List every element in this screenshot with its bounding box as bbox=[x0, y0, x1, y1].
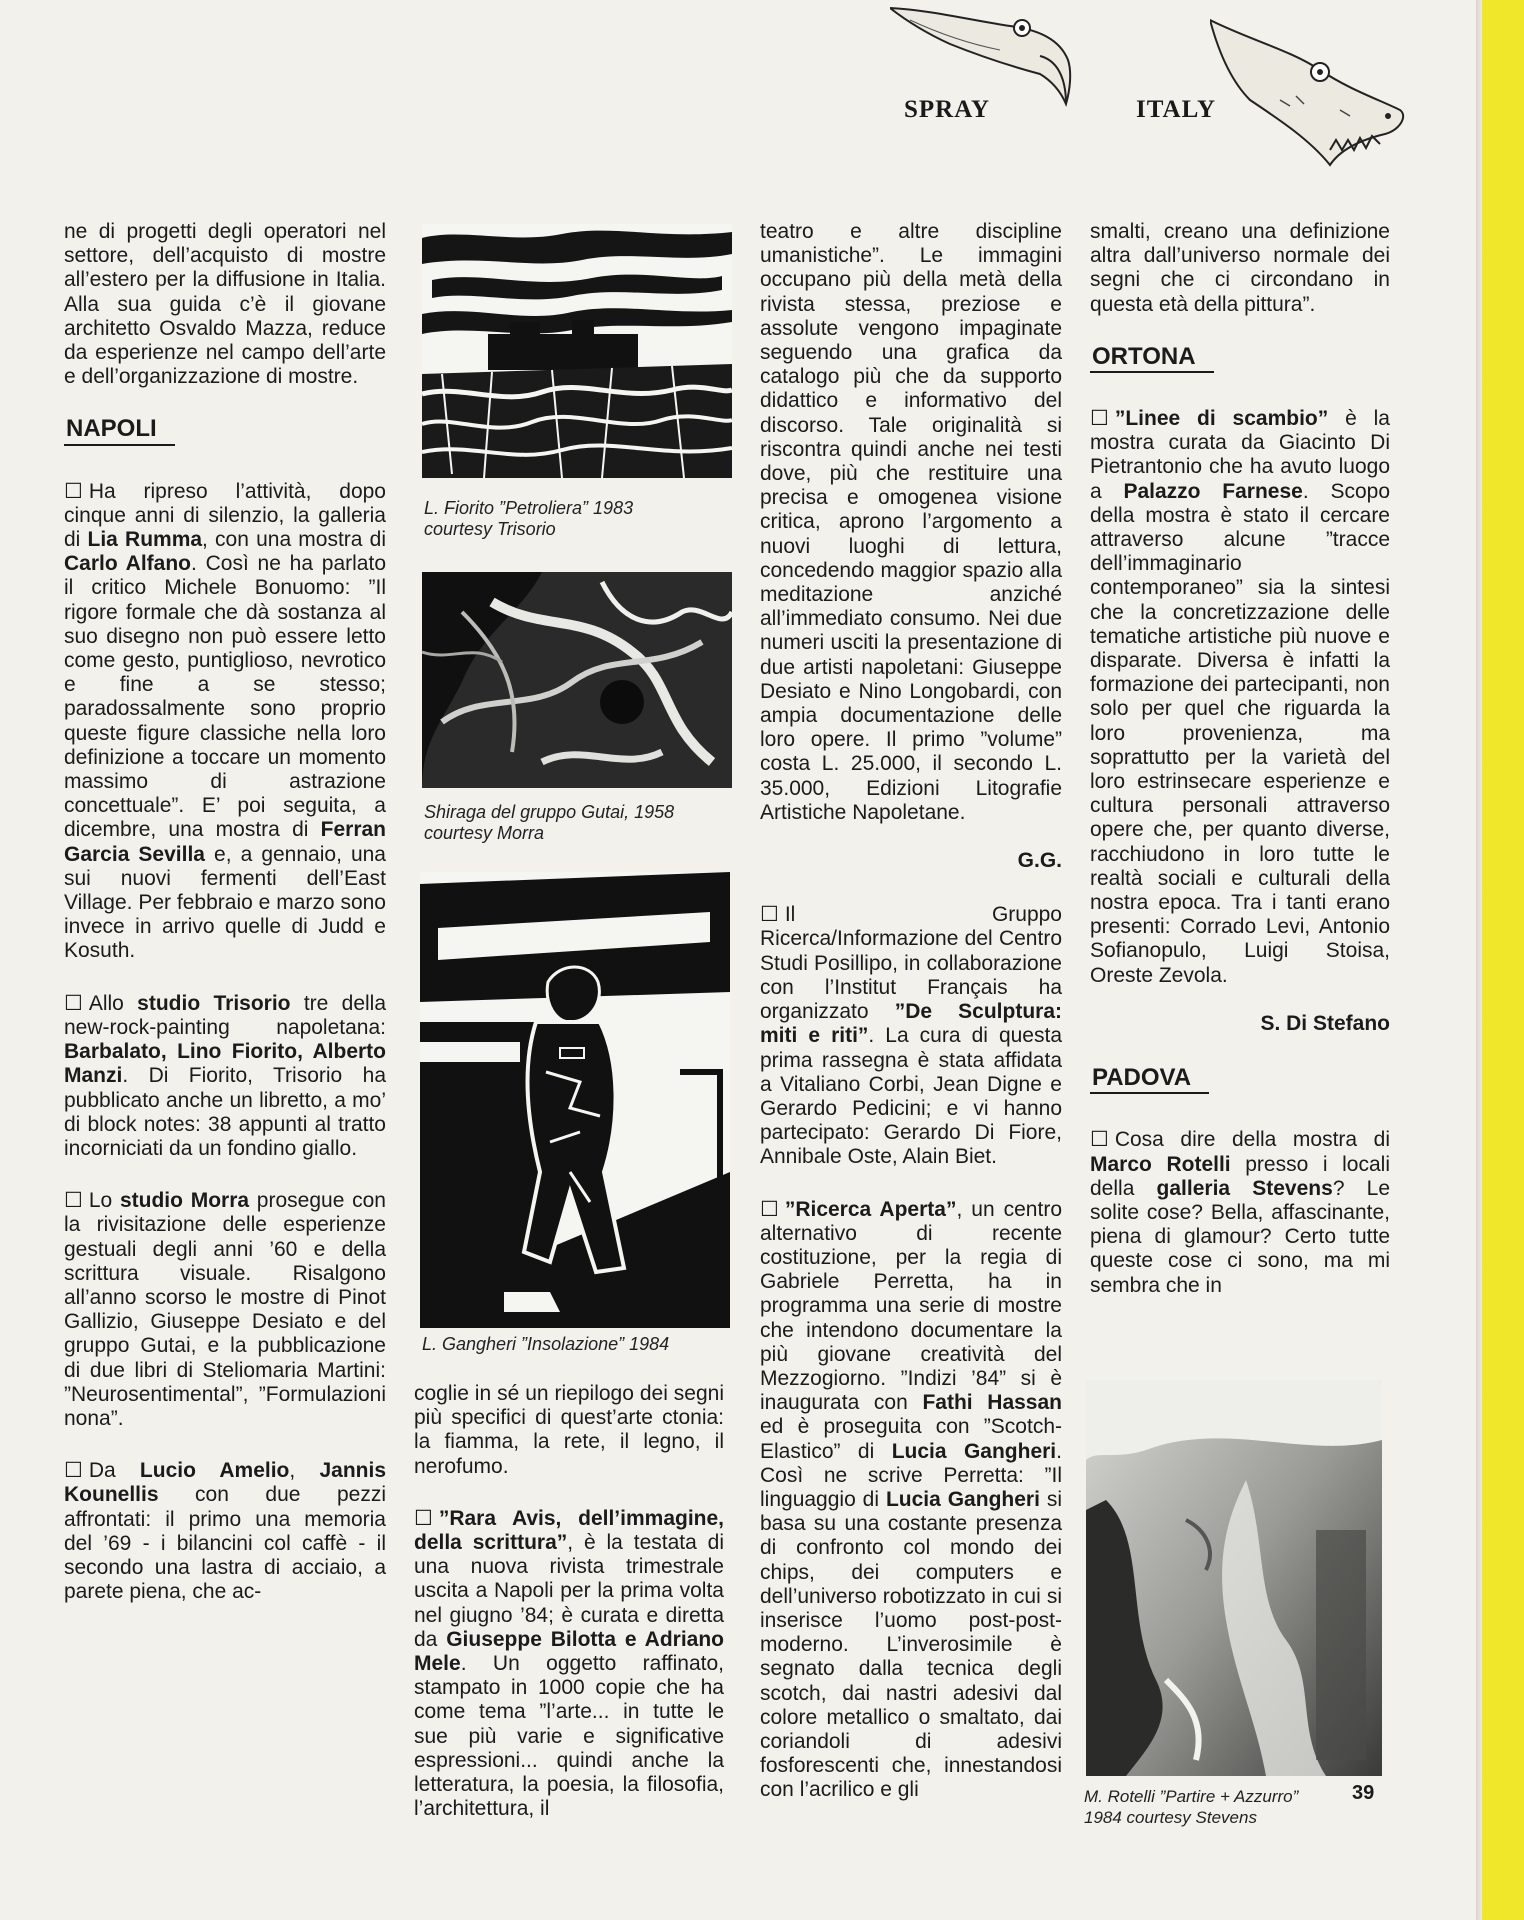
checkbox-bullet-icon: ☐ bbox=[64, 1189, 83, 1213]
text-column-3 bbox=[760, 220, 1062, 1831]
emphasis: Ferran Garcia Sevilla bbox=[64, 818, 386, 866]
emphasis: ”Ricerca Aperta” bbox=[784, 1197, 957, 1221]
paragraph-text: teatro e altre discipline umanistiche”. Le immagini occupano più della metà della rivista stessa, preziose e assolute vengono impaginate seguendo una grafica da catalogo più che da supporto didattico e informativo del discorso. Tale originalità si riscontra quindi anche nei testi dove, più che restituire una precisa e omogenea visione critica, aprono l’argomento a nuovi luoghi di lettura, concedendo maggior spazio alla meditazione anziché all’immediato consumo. Nei due numeri usciti la presentazione di due artisti napoletani: Giuseppe Desiato e Nino Longobardi, con ampia documentazione delle loro opere. Il primo ”volume” costa L. 25.000, il secondo L. 35.000, Edizioni Litografie Artistiche Napoletane. bbox=[760, 220, 1062, 824]
section-heading: NAPOLI bbox=[64, 417, 175, 445]
emphasis: Fathi Hassan bbox=[922, 1391, 1062, 1415]
caption-insolazione bbox=[422, 1334, 732, 1355]
article-paragraph bbox=[64, 480, 386, 964]
caption-line: courtesy Trisorio bbox=[424, 519, 556, 539]
image-petroliera bbox=[422, 224, 732, 478]
checkbox-bullet-icon: ☐ bbox=[760, 903, 779, 927]
paragraph-text: ”Linee di scambio” è la mostra curata da Giacinto Di Pietrantonio che ha avuto luogo a Palazzo Farnese. Scopo della mostra è stato il cercare attraverso alcune ”tracce dell’immaginario contemporaneo” sia la sintesi che la concretizzazione delle tematiche artistiche più nuove e disparate. Diversa è infatti la formazione dei partecipanti, non solo per quel che riguarda la loro provenienza, ma soprattutto per la varietà del loro estrinsecare esperienze e cultura personali attraverso opere che, per quanto diverse, racchiudono in loro tutte le realtà sociali e culturali della nostra epoca. Tra i tanti erano presenti: Corrado Levi, Antonio Sofianopulo, Luigi Stoisa, Oreste Zevola. bbox=[1090, 407, 1390, 987]
paragraph-text: smalti, creano una definizione altra dall’universo normale dei segni che ci circondano in questa età della pittura”. bbox=[1090, 220, 1390, 316]
emphasis: ”Linee di scambio” bbox=[1114, 407, 1329, 431]
article-paragraph bbox=[64, 1189, 386, 1431]
yellow-cover-edge bbox=[1482, 0, 1524, 1920]
caption-shiraga bbox=[424, 802, 724, 844]
paragraph-text: Il Gruppo Ricerca/Informazione del Centro Studi Posillipo, in collaborazione con l’Institut Français ha organizzato ”De Sculptura: miti e riti”. La cura di questa prima rassegna è stata affidata a Vitaliano Corbi, Jean Digne e Gerardo Pedicini; e vi hanno partecipato: Gerardo Di Fiore, Annibale Oste, Alain Biet. bbox=[760, 903, 1062, 1169]
caption-petroliera bbox=[424, 498, 724, 540]
emphasis: Lucio Amelio bbox=[139, 1459, 290, 1483]
paragraph-text: Allo studio Trisorio tre della new-rock-painting napoletana: Barbalato, Lino Fiorito, Alberto Manzi. Di Fiorito, Trisorio ha pubblicato anche un libretto, a mo’ di block notes: 38 appunti al tratto incorniciati da un fondino giallo. bbox=[64, 991, 387, 1160]
caption-line: 1984 courtesy Stevens bbox=[1084, 1808, 1257, 1827]
bird-sketch-illustration bbox=[890, 0, 1090, 110]
section-heading: PADOVA bbox=[1090, 1066, 1209, 1094]
paragraph-text: Cosa dire della mostra di Marco Rotelli presso i locali della galleria Stevens? Le solite cose? Bella, affascinante, piena di glamour? Certo tutte queste cose ci sono, ma mi sembra che in bbox=[1090, 1128, 1391, 1297]
paragraph-text: ”Rara Avis, dell’immagine, della scrittura”, è la testata di una nuova rivista trimestrale uscita a Napoli per la prima volta nel giugno ’84; è curata e diretta da Giuseppe Bilotta e Adriano Mele. Un oggetto raffinato, stampato in 1000 copie che ha come tema ”l’arte... in tutte le sue più varie e significative espressioni... quindi anche la letteratura, la poesia, la filosofia, l’architettura, il bbox=[414, 1506, 724, 1821]
article-paragraph bbox=[64, 220, 386, 389]
checkbox-bullet-icon: ☐ bbox=[64, 479, 83, 503]
section-heading: ORTONA bbox=[1090, 345, 1214, 373]
caption-line: L. Fiorito ”Petroliera” 1983 bbox=[424, 498, 634, 518]
article-paragraph bbox=[1090, 1128, 1390, 1297]
paragraph-text: Ha ripreso l’attività, dopo cinque anni di silenzio, la galleria di Lia Rumma, con una mostra di Carlo Alfano. Così ne ha parlato il critico Michele Bonuomo: ”Il rigore formale che dà sostanza al suo disegno non può essere letto come gesto, puntiglioso, nevrotico e fine a se stesso; paradossalmente sono proprio queste figure classiche nella loro definizione a toccare un momento massimo di astrazione concettuale”. E’ poi seguita, a dicembre, una mostra di Ferran Garcia Sevilla e, a gennaio, una sui nuovi fermenti dell’East Village. Per febbraio e marzo sono invece in arrivo quelle di Judd e Kosuth. bbox=[64, 479, 387, 963]
emphasis: Lucia Gangheri bbox=[891, 1439, 1057, 1463]
image-rotelli-partire-azzurro bbox=[1086, 1380, 1382, 1776]
article-paragraph bbox=[414, 1507, 724, 1822]
article-paragraph bbox=[760, 903, 1062, 1169]
caption-line: courtesy Morra bbox=[424, 823, 545, 843]
article-paragraph bbox=[760, 220, 1062, 825]
crocodile-sketch-illustration bbox=[1210, 0, 1420, 170]
article-paragraph bbox=[414, 1382, 724, 1479]
article-paragraph bbox=[1090, 407, 1390, 988]
page-number: 39 bbox=[1352, 1782, 1375, 1804]
header-section-italy: ITALY bbox=[1136, 96, 1217, 123]
emphasis: Giuseppe Bilotta e Adriano Mele bbox=[414, 1627, 724, 1676]
author-signature: G.G. bbox=[1017, 849, 1062, 873]
paragraph-text: coglie in sé un riepilogo dei segni più specifici di quest’arte ctonia: la fiamma, la rete, il legno, il nerofumo. bbox=[414, 1382, 724, 1478]
checkbox-bullet-icon: ☐ bbox=[760, 1197, 779, 1221]
emphasis: Jannis Kounellis bbox=[64, 1459, 386, 1507]
emphasis: Carlo Alfano bbox=[64, 552, 191, 576]
article-paragraph bbox=[64, 992, 386, 1161]
caption-line: L. Gangheri ”Insolazione” 1984 bbox=[422, 1334, 670, 1354]
paragraph-text: Da Lucio Amelio, Jannis Kounellis con due pezzi affrontati: il primo una memoria del ’69 - i bilancini col caffè - il secondo una lastra di acciaio, a parete piena, che ac- bbox=[64, 1459, 386, 1604]
emphasis: galleria Stevens bbox=[1156, 1176, 1333, 1200]
text-column-2 bbox=[414, 1382, 724, 1849]
emphasis: studio Morra bbox=[119, 1189, 250, 1213]
caption-line: M. Rotelli ”Partire + Azzurro” bbox=[1084, 1787, 1299, 1806]
checkbox-bullet-icon: ☐ bbox=[414, 1506, 433, 1530]
emphasis: Marco Rotelli bbox=[1090, 1152, 1231, 1176]
emphasis: studio Trisorio bbox=[137, 991, 291, 1015]
emphasis: Lia Rumma bbox=[87, 528, 203, 552]
emphasis: Palazzo Farnese bbox=[1123, 479, 1303, 503]
emphasis: Barbalato, Lino Fiorito, Alberto Manzi bbox=[64, 1040, 386, 1088]
image-shiraga-gutai bbox=[422, 572, 732, 788]
checkbox-bullet-icon: ☐ bbox=[64, 1459, 83, 1483]
emphasis: ”De Sculptura: miti e riti” bbox=[760, 1000, 1062, 1048]
text-column-1 bbox=[64, 220, 386, 1632]
image-insolazione bbox=[420, 872, 730, 1328]
emphasis: ”Rara Avis, dell’immagine, della scrittura” bbox=[414, 1506, 724, 1555]
paragraph-text: Lo studio Morra prosegue con la rivisitazione delle esperienze gestuali degli anni ’60 e della scrittura visuale. Risalgono all’anno scorso le mostre di Pinot Gallizio, Giuseppe Desiato e del gruppo Gutai, e la pubblicazione di due libri di Steliomaria Martini: ”Neurosentimental”, ”Formulazioni nona”. bbox=[64, 1189, 386, 1430]
checkbox-bullet-icon: ☐ bbox=[1090, 407, 1109, 431]
article-paragraph bbox=[64, 1459, 386, 1604]
article-paragraph bbox=[760, 1198, 1062, 1803]
emphasis: Lucia Gangheri bbox=[885, 1487, 1040, 1511]
article-paragraph bbox=[1090, 220, 1390, 317]
caption-line: Shiraga del gruppo Gutai, 1958 bbox=[424, 802, 675, 822]
paragraph-text: ne di progetti degli operatori nel settore, dell’acquisto di mostre all’estero per la diffusione in Italia. Alla sua guida c’è il giovane architetto Osvaldo Mazza, reduce da esperienze nel campo dell’arte e dell’organizzazione di mostre. bbox=[64, 220, 386, 389]
checkbox-bullet-icon: ☐ bbox=[1090, 1128, 1109, 1152]
author-signature: S. Di Stefano bbox=[1260, 1011, 1390, 1035]
caption-rotelli bbox=[1084, 1786, 1384, 1828]
header-section-spray: SPRAY bbox=[904, 96, 991, 123]
paragraph-text: ”Ricerca Aperta”, un centro alternativo di recente costituzione, per la regia di Gabriele Perretta, ha in programma una serie di mostre che intendono documentare la più giovane creatività del Mezzogiorno. ”Indizi ’84” si è inaugurata con Fathi Hassan ed è proseguita con ”Scotch-Elastico” di Lucia Gangheri. Così ne scrive Perretta: ”Il linguaggio di Lucia Gangheri si basa su una costante presenza di confronto col mondo dei chips, dei computers e dell’universo robotizzato in cui si inserisce l’uomo post-post-moderno. L’inverosimile è segnato dalla tecnica degli scotch, dai nastri adesivi dal colore metallico o smaltato, dai coriandoli di adesivi fosforescenti che, innestandosi con l’acrilico e gli bbox=[760, 1197, 1063, 1802]
text-column-4 bbox=[1090, 220, 1390, 1326]
checkbox-bullet-icon: ☐ bbox=[64, 991, 83, 1015]
